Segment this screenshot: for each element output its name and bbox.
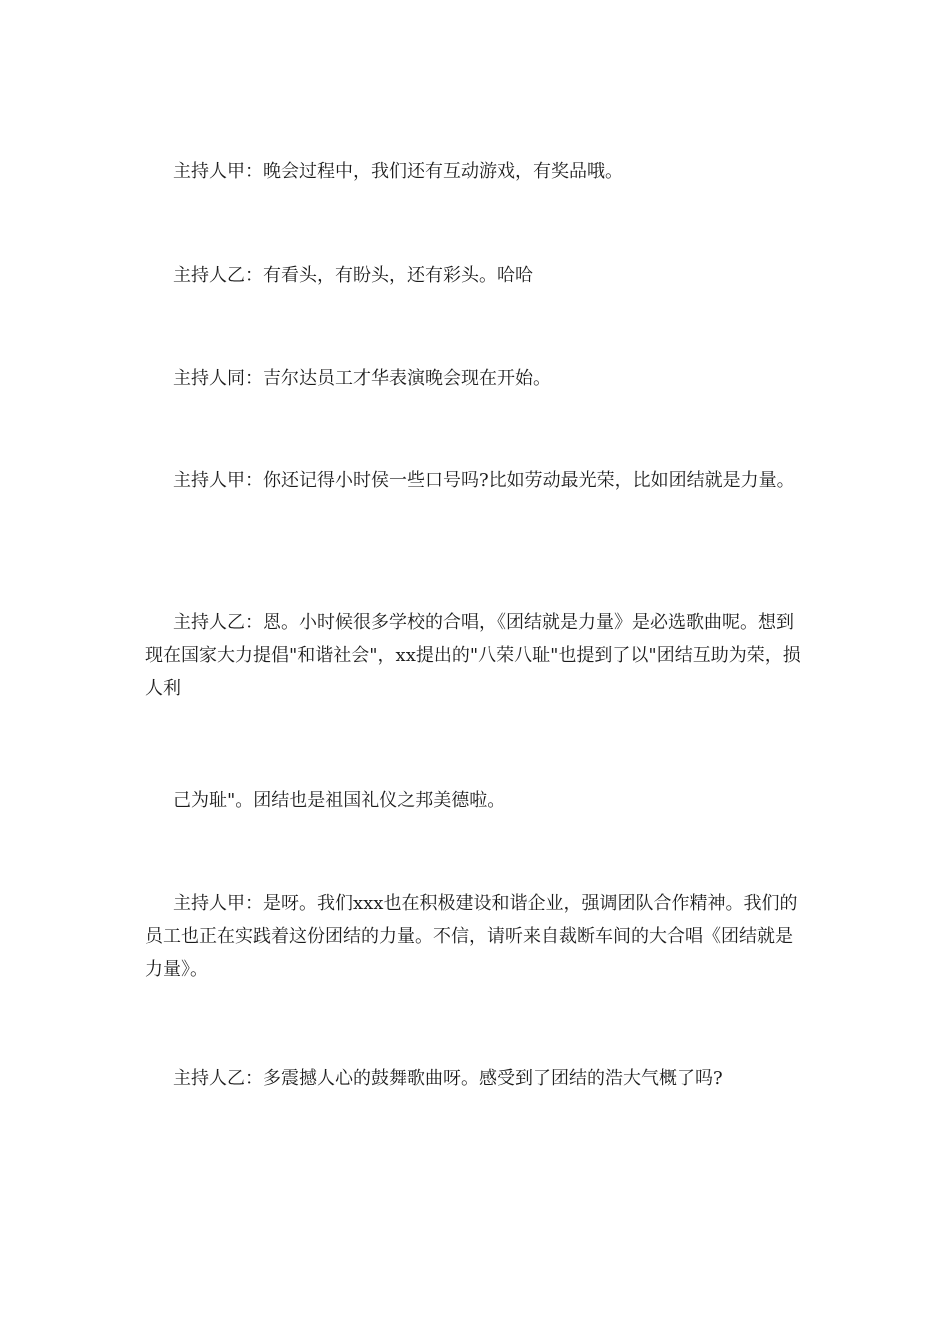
paragraph-3: 主持人同：吉尔达员工才华表演晚会现在开始。: [173, 368, 551, 389]
paragraph-6: 己为耻"。团结也是祖国礼仪之邦美德啦。: [173, 790, 506, 811]
paragraph-7: 主持人甲：是呀。我们xxx也在积极建设和谐企业，强调团队合作精神。我们的员工也正在实践着这份团结的力量。不信，请听来自裁断车间的大合唱《团结就是力量》。: [145, 893, 798, 980]
paragraph-4: 主持人甲：你还记得小时侯一些口号吗?比如劳动最光荣，比如团结就是力量。: [173, 470, 795, 491]
paragraph-1: 主持人甲：晚会过程中，我们还有互动游戏，有奖品哦。: [173, 161, 623, 182]
paragraph-5: 主持人乙：恩。小时候很多学校的合唱，《团结就是力量》是必选歌曲呢。想到现在国家大力提倡"和谐社会"，xx提出的"八荣八耻"也提到了以"团结互助为荣，损人利: [145, 612, 801, 699]
paragraph-8: 主持人乙：多震撼人心的鼓舞歌曲呀。感受到了团结的浩大气概了吗?: [173, 1068, 723, 1089]
paragraph-2: 主持人乙：有看头，有盼头，还有彩头。哈哈: [173, 265, 533, 286]
